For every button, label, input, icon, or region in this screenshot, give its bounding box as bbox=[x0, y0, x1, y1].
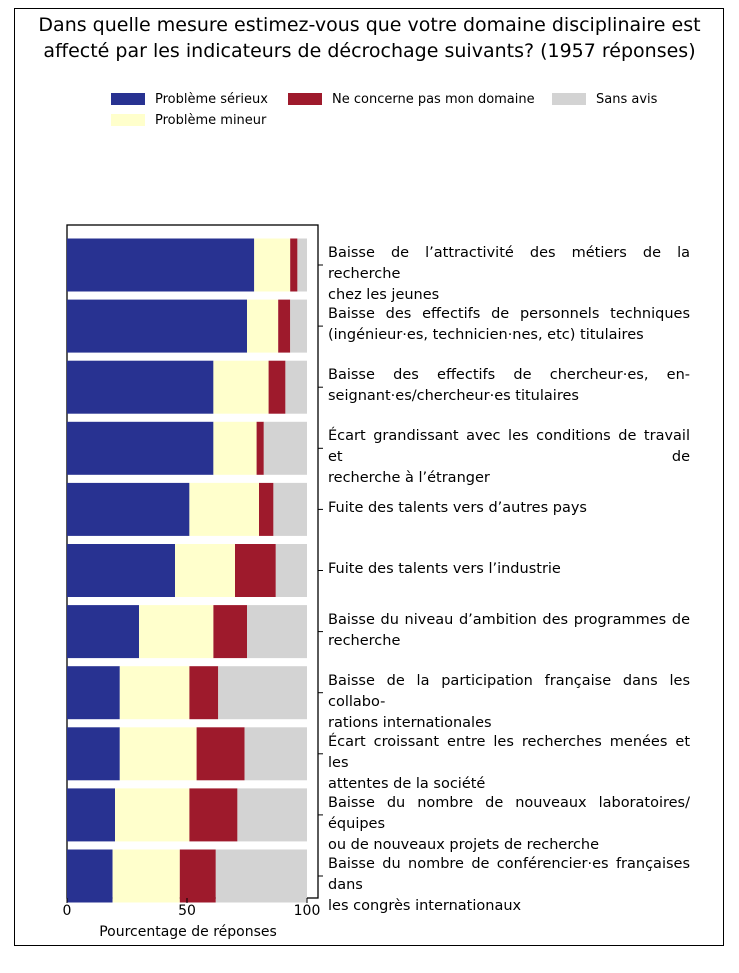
category-label-1-line-2: chez les jeunes bbox=[328, 287, 440, 303]
category-label-3-line-1: Baisse des effectifs de chercheur·es, en- bbox=[328, 367, 690, 384]
bar-3-series-2 bbox=[213, 361, 268, 414]
category-label-7 bbox=[328, 610, 690, 652]
legend-label-probleme-serieux: Problème sérieux bbox=[155, 91, 268, 107]
bar-8-series-4 bbox=[218, 666, 307, 719]
bar-1-series-2 bbox=[254, 239, 290, 292]
bar-11-series-3 bbox=[180, 850, 216, 903]
chart-title-line-1: Dans quelle mesure estimez-vous que votre domaine disciplinaire est bbox=[38, 14, 701, 36]
x-tick-label-1: 0 bbox=[62, 903, 72, 919]
bar-4-series-1 bbox=[67, 422, 213, 475]
x-tick-label-2: 50 bbox=[178, 903, 196, 919]
bar-9-series-1 bbox=[67, 727, 120, 780]
bar-4-series-3 bbox=[257, 422, 264, 475]
category-label-9-line-1: Écart croissant entre les recherches menées et les bbox=[328, 733, 690, 771]
legend-label-sans-avis: Sans avis bbox=[596, 91, 658, 107]
bar-5-series-4 bbox=[273, 483, 307, 536]
category-label-7-line-1: Baisse du niveau d’ambition des programmes de bbox=[328, 611, 690, 628]
legend-label-probleme-mineur: Problème mineur bbox=[155, 112, 267, 128]
bar-2-series-2 bbox=[247, 300, 278, 353]
bar-5-series-3 bbox=[259, 483, 273, 536]
category-label-6 bbox=[328, 559, 690, 580]
category-label-8 bbox=[328, 671, 690, 734]
bar-3-series-3 bbox=[269, 361, 286, 414]
bar-10-series-3 bbox=[189, 788, 237, 841]
bar-6-series-3 bbox=[235, 544, 276, 597]
bar-11-series-1 bbox=[67, 850, 113, 903]
bar-5-series-2 bbox=[189, 483, 259, 536]
category-label-8-line-1: Baisse de la participation française dans les collabo- bbox=[328, 672, 690, 710]
category-label-3-line-2: seignant·es/chercheur·es titulaires bbox=[328, 388, 579, 405]
bar-7-series-2 bbox=[139, 605, 213, 658]
category-label-11-line-2: les congrès internationaux bbox=[328, 898, 522, 914]
category-label-5-line-1: Fuite des talents vers d’autres pays bbox=[328, 499, 587, 516]
bar-6-series-4 bbox=[276, 544, 307, 597]
category-label-9-line-2: attentes de la société bbox=[328, 775, 486, 792]
bar-9-series-3 bbox=[197, 727, 245, 780]
bar-3-series-4 bbox=[285, 361, 307, 414]
bar-1-series-1 bbox=[67, 239, 254, 292]
bar-7-series-3 bbox=[213, 605, 247, 658]
bar-8-series-3 bbox=[189, 666, 218, 719]
bar-5-series-1 bbox=[67, 483, 189, 536]
bar-1-series-4 bbox=[297, 239, 307, 292]
bar-6-series-1 bbox=[67, 544, 175, 597]
category-label-10-line-2: ou de nouveaux projets de recherche bbox=[328, 836, 600, 853]
bar-7-series-1 bbox=[67, 605, 139, 658]
category-label-10 bbox=[328, 793, 690, 856]
bar-3-series-1 bbox=[67, 361, 213, 414]
chart-title-line-2: affecté par les indicateurs de décrochage suivants? (1957 réponses) bbox=[43, 40, 696, 62]
bar-8-series-2 bbox=[120, 666, 190, 719]
legend-label-ne-concerne-pas: Ne concerne pas mon domaine bbox=[332, 91, 535, 107]
x-axis-label: Pourcentage de réponses bbox=[99, 924, 277, 940]
category-label-6-line-1: Fuite des talents vers l’industrie bbox=[328, 561, 561, 577]
bar-2-series-4 bbox=[290, 300, 307, 353]
bar-11-series-4 bbox=[216, 850, 307, 903]
category-label-3 bbox=[328, 365, 690, 407]
category-label-9 bbox=[328, 732, 690, 795]
bar-2-series-1 bbox=[67, 300, 247, 353]
bar-4-series-4 bbox=[264, 422, 307, 475]
category-label-2-line-2: (ingénieur·es, technicien·nes, etc) titulaires bbox=[328, 327, 644, 344]
category-label-5 bbox=[328, 498, 690, 519]
category-label-10-line-1: Baisse du nombre de nouveaux laboratoires/équipes bbox=[328, 794, 690, 832]
bar-7-series-4 bbox=[247, 605, 307, 658]
category-label-4-line-2: recherche à l’étranger bbox=[328, 470, 490, 487]
bar-6-series-2 bbox=[175, 544, 235, 597]
bar-9-series-2 bbox=[120, 727, 197, 780]
bar-2-series-3 bbox=[278, 300, 290, 353]
category-label-2-line-1: Baisse des effectifs de personnels techniques bbox=[328, 306, 690, 323]
category-label-1 bbox=[328, 243, 690, 306]
category-label-11 bbox=[328, 854, 690, 917]
x-tick-label-3: 100 bbox=[293, 903, 321, 919]
category-label-11-line-1: Baisse du nombre de conférencier·es françaises dans bbox=[328, 856, 690, 893]
bar-10-series-2 bbox=[115, 788, 189, 841]
category-label-4-line-1: Écart grandissant avec les conditions de travail et de bbox=[328, 428, 690, 466]
bar-10-series-1 bbox=[67, 788, 115, 841]
category-label-8-line-2: rations internationales bbox=[328, 714, 492, 731]
bar-9-series-4 bbox=[245, 727, 307, 780]
bar-1-series-3 bbox=[290, 239, 297, 292]
bar-10-series-4 bbox=[237, 788, 307, 841]
category-label-7-line-2: recherche bbox=[328, 632, 401, 649]
category-label-2 bbox=[328, 304, 690, 346]
bar-8-series-1 bbox=[67, 666, 120, 719]
bar-11-series-2 bbox=[113, 850, 180, 903]
category-label-1-line-1: Baisse de l’attractivité des métiers de la recherche bbox=[328, 245, 690, 282]
category-label-4 bbox=[328, 426, 690, 489]
bar-4-series-2 bbox=[213, 422, 256, 475]
